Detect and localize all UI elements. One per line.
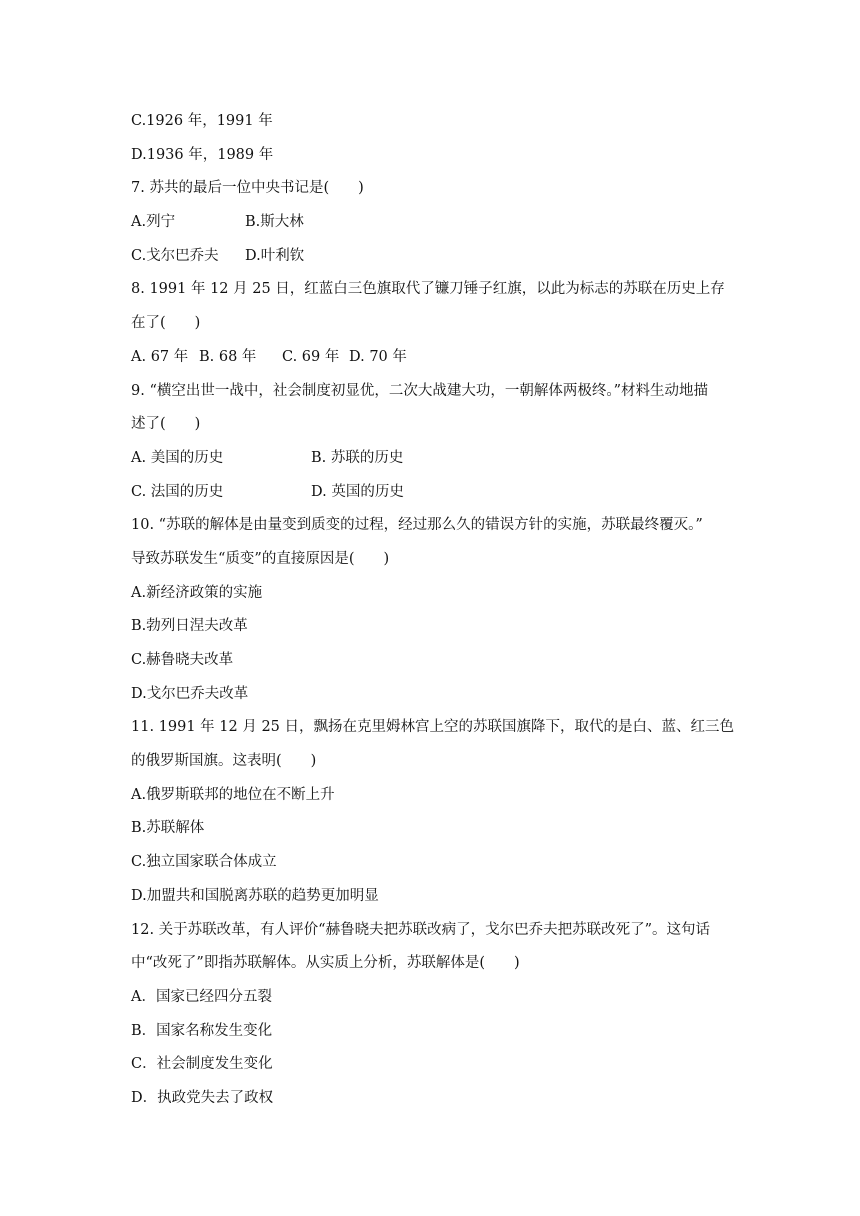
q8-stem-line-2: 在了( ) — [131, 315, 201, 332]
q7-stem: 7. 苏共的最后一位中央书记是( ) — [131, 180, 364, 197]
question-list — [131, 109, 735, 1120]
q9-option-b: B. 苏联的历史 — [311, 449, 404, 466]
q9-stem-line-1: 9. “横空出世一战中，社会制度初显优，二次大战建大功，一朝解体两极终。”材料生动地描 — [131, 382, 709, 399]
q9-options-row-1 — [131, 446, 731, 480]
q9-option-c: C. 法国的历史 — [131, 483, 224, 500]
q10-stem-line-1: 10. “苏联的解体是由量变到质变的过程，经过那么久的错误方针的实施，苏联最终覆灭。” — [131, 517, 703, 534]
q11-option-c: C.独立国家联合体成立 — [131, 854, 277, 871]
q9-option-a: A. 美国的历史 — [131, 449, 224, 466]
q11-option-d: D.加盟共和国脱离苏联的趋势更加明显 — [131, 887, 379, 904]
q11-option-a: A.俄罗斯联邦的地位在不断上升 — [131, 786, 335, 803]
q8-stem-line-1: 8. 1991 年 12 月 25 日，红蓝白三色旗取代了镰刀锤子红旗，以此为标志的苏联在历史上存 — [131, 281, 725, 298]
q6-option-d: D.1936 年，1989 年 — [131, 146, 274, 163]
q8-option-c: C. 69 年 — [282, 348, 340, 365]
q7-option-b: B.斯大林 — [245, 214, 304, 231]
q8-options-row — [131, 345, 731, 379]
q7-option-c: C.戈尔巴乔夫 — [131, 247, 219, 264]
q12-stem-line-2: 中“改死了”即指苏联解体。从实质上分析，苏联解体是( ) — [131, 955, 520, 972]
q9-stem-line-2: 述了( ) — [131, 416, 201, 433]
q6-option-c: C.1926 年，1991 年 — [131, 113, 273, 129]
q7-option-d: D.叶利钦 — [245, 247, 305, 264]
q10-option-a: A.新经济政策的实施 — [131, 584, 263, 601]
q9-option-d: D. 英国的历史 — [311, 483, 404, 500]
q8-option-a: A. 67 年 — [131, 348, 189, 365]
q8-option-b: B. 68 年 — [199, 348, 257, 365]
q7-options-row-1 — [131, 210, 731, 244]
q10-option-c: C.赫鲁晓夫改革 — [131, 652, 234, 668]
q12-option-a: A．国家已经四分五裂 — [131, 988, 272, 1005]
q9-options-row-2 — [131, 480, 731, 514]
q11-option-b: B.苏联解体 — [131, 820, 205, 837]
q10-option-d: D.戈尔巴乔夫改革 — [131, 685, 249, 702]
q12-option-b: B．国家名称发生变化 — [131, 1022, 273, 1039]
q12-option-c: C．社会制度发生变化 — [131, 1056, 273, 1073]
q10-stem-line-2: 导致苏联发生“质变”的直接原因是( ) — [131, 550, 390, 567]
q10-option-b: B.勃列日涅夫改革 — [131, 618, 248, 635]
q12-option-d: D．执政党失去了政权 — [131, 1089, 274, 1106]
q11-stem-line-1: 11. 1991 年 12 月 25 日，飘扬在克里姆林宫上空的苏联国旗降下，取代的是白、蓝、红三色 — [131, 719, 735, 736]
q7-option-a: A.列宁 — [131, 214, 176, 231]
q12-stem-line-1: 12. 关于苏联改革，有人评价“赫鲁晓夫把苏联改病了，戈尔巴乔夫把苏联改死了”。这句话 — [131, 921, 710, 938]
q8-option-d: D. 70 年 — [349, 348, 407, 365]
q11-stem-line-2: 的俄罗斯国旗。这表明( ) — [131, 753, 317, 770]
q7-options-row-2 — [131, 244, 731, 278]
